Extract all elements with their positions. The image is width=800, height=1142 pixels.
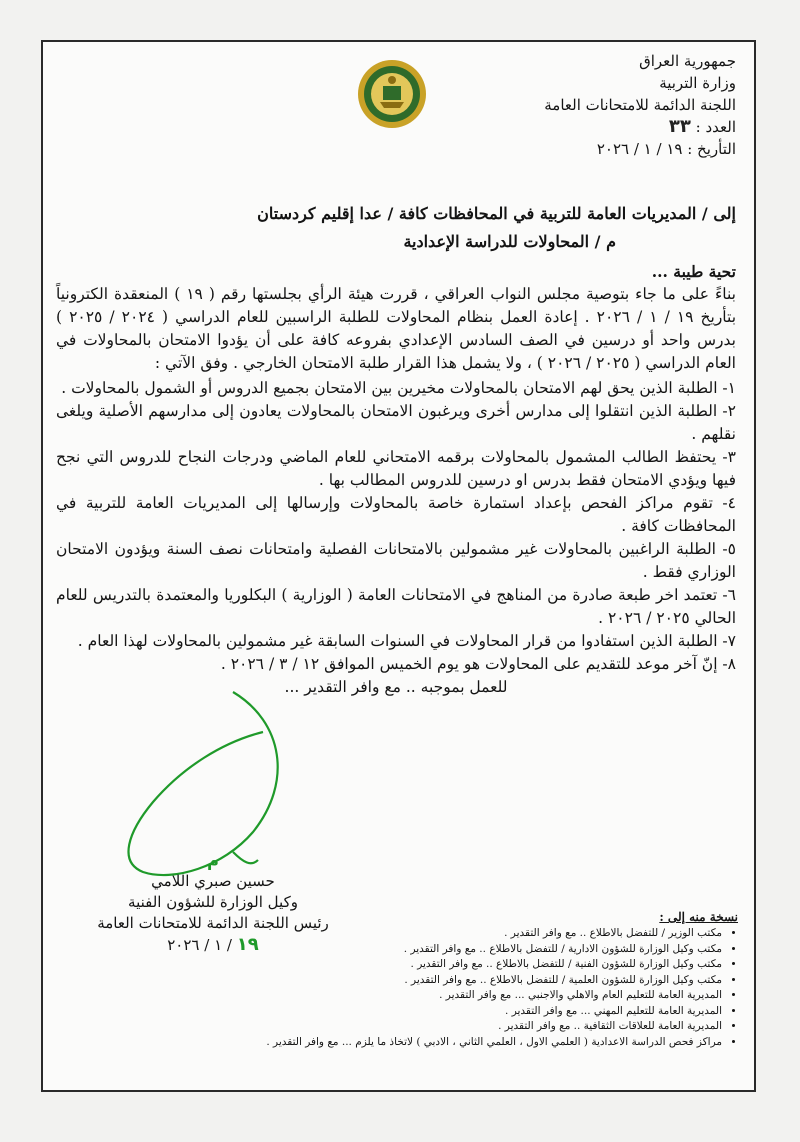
signatory-name: حسين صبري اللامي [151,872,275,890]
list-item: • مكتب وكيل الوزارة للشؤون الفنية / للتفضل بالاطلاع .. مع وافر التقدير . [102,957,722,973]
date-label: التأريخ : [687,140,736,158]
address-block [96,200,736,256]
header-country: جمهورية العراق [639,52,736,70]
signatory-committee: رئيس اللجنة الدائمة للامتحانات العامة [97,914,329,932]
copies-list [102,926,740,1050]
list-item: ٥- الطلبة الراغبين بالمحاولات غير مشمولين بالامتحانات الفصلية وامتحانات نصف السنة ويؤدون الامتحان الوزاري فقط . [56,540,736,581]
list-item: • مكتب الوزير / للتفضل بالاطلاع .. مع وافر التقدير . [102,926,722,942]
list-item: • مكتب وكيل الوزارة للشؤون الادارية / للتفضل بالاطلاع .. مع وافر التقدير . [102,942,722,958]
header-number [476,116,736,138]
list-item: ١- الطلبة الذين يحق لهم الامتحان بالمحاولات مخيرين بين الامتحان بجميع الدروس أو الشمول بالمحاولات . [61,379,736,397]
list-item: ٤- تقوم مراكز الفحص بإعداد استمارة خاصة بالمحاولات وإرسالها إلى المديريات العامة للتربية في المحافظات كافة . [56,494,736,535]
subject-line: م / المحاولات للدراسة الإعدادية [403,232,616,251]
intro-paragraph: بناءً على ما جاء بتوصية مجلس النواب العراقي ، قررت هيئة الرأي بجلستها رقم ( ١٩ ) المنعقدة الكترونياً بتأريخ ١٩ / ١ / ٢٠٢٦ . إعادة العمل بنظام المحاولات للطلبة الراسبين للعام الدراسي ( ٢٠٢٤ / ٢٠٢٥ ) بدرس واحد أو درسين في الصف السادس الإعدادي بفروعه كافة على أن يؤدوا الامتحان بالمحاولات في العام الدراسي ( ٢٠٢٥ / ٢٠٢٦ ) ، ولا يشمل هذا القرار طلبة الامتحان الخارجي . وفق الآتي : [56,285,737,372]
list-item: • المديرية العامة للعلاقات الثقافية .. مع وافر التقدير . [102,1019,722,1035]
list-item: • المديرية العامة للتعليم العام والاهلي والاجنبي ... مع وافر التقدير . [102,988,722,1004]
list-item: ٢- الطلبة الذين انتقلوا إلى مدارس أخرى ويرغبون الامتحان بالمحاولات يعادون إلى مدارسهم الأصلية ويلغى نقلهم . [56,402,736,443]
list-item: ٣- يحتفظ الطالب المشمول بالمحاولات برقمه الامتحاني للعام الماضي ودرجات النجاح للدروس التي نجح فيها ويؤدي الامتحان فقط بدرس او درسين للدروس المطالب بها . [56,448,736,489]
ministry-seal-icon [356,58,428,130]
list-item: • مراكز فحص الدراسة الاعدادية ( العلمي الاول ، العلمي الثاني ، الادبي ) لاتخاذ ما يلزم ... مع وافر التقدير . [102,1035,722,1051]
number-value: ٣٣ [668,116,691,137]
letter-body [56,260,736,699]
addressee-line: إلى / المديريات العامة للتربية في المحافظات كافة / عدا إقليم كردستان [257,204,736,223]
greeting: تحية طيبة ... [651,262,736,281]
list-item: • مكتب وكيل الوزارة للشؤون العلمية / للتفضل بالاطلاع .. مع وافر التقدير . [102,973,722,989]
list-item: ٦- تعتمد اخر طبعة صادرة من المناهج في الامتحانات العامة ( الوزارية ) البكلوريا والمعتمدة بالتدريس للعام الحالي ٢٠٢٥ / ٢٠٢٦ . [56,586,736,627]
decision-list [56,377,736,676]
list-item: ٨- إنّ آخر موعد للتقديم على المحاولات هو يوم الخميس الموافق ١٢ / ٣ / ٢٠٢٦ . [220,655,736,673]
letterhead [476,50,736,160]
signatory-title: وكيل الوزارة للشؤون الفنية [128,893,298,911]
header-ministry: وزارة التربية [659,74,736,92]
copies-title: نسخة منه إلى : [659,910,738,924]
list-item: ٧- الطلبة الذين استفادوا من قرار المحاولات في السنوات السابقة غير مشمولين بالمحاولات لهذا العام . [77,632,736,650]
date-value: ١٩ / ١ / ٢٠٢٦ [596,140,683,158]
closing-line: للعمل بموجبه .. مع وافر التقدير ... [284,678,508,696]
number-label: العدد : [695,118,736,136]
header-committee: اللجنة الدائمة للامتحانات العامة [544,96,736,114]
document-page [41,40,756,1092]
signature-initial: م [207,851,219,870]
header-date [476,138,736,160]
signature-date-day: ١٩ [236,934,259,955]
list-item: • المديرية العامة للتعليم المهني ... مع وافر التقدير . [102,1004,722,1020]
signature-date-rest: / ١ / ٢٠٢٦ [167,936,232,954]
